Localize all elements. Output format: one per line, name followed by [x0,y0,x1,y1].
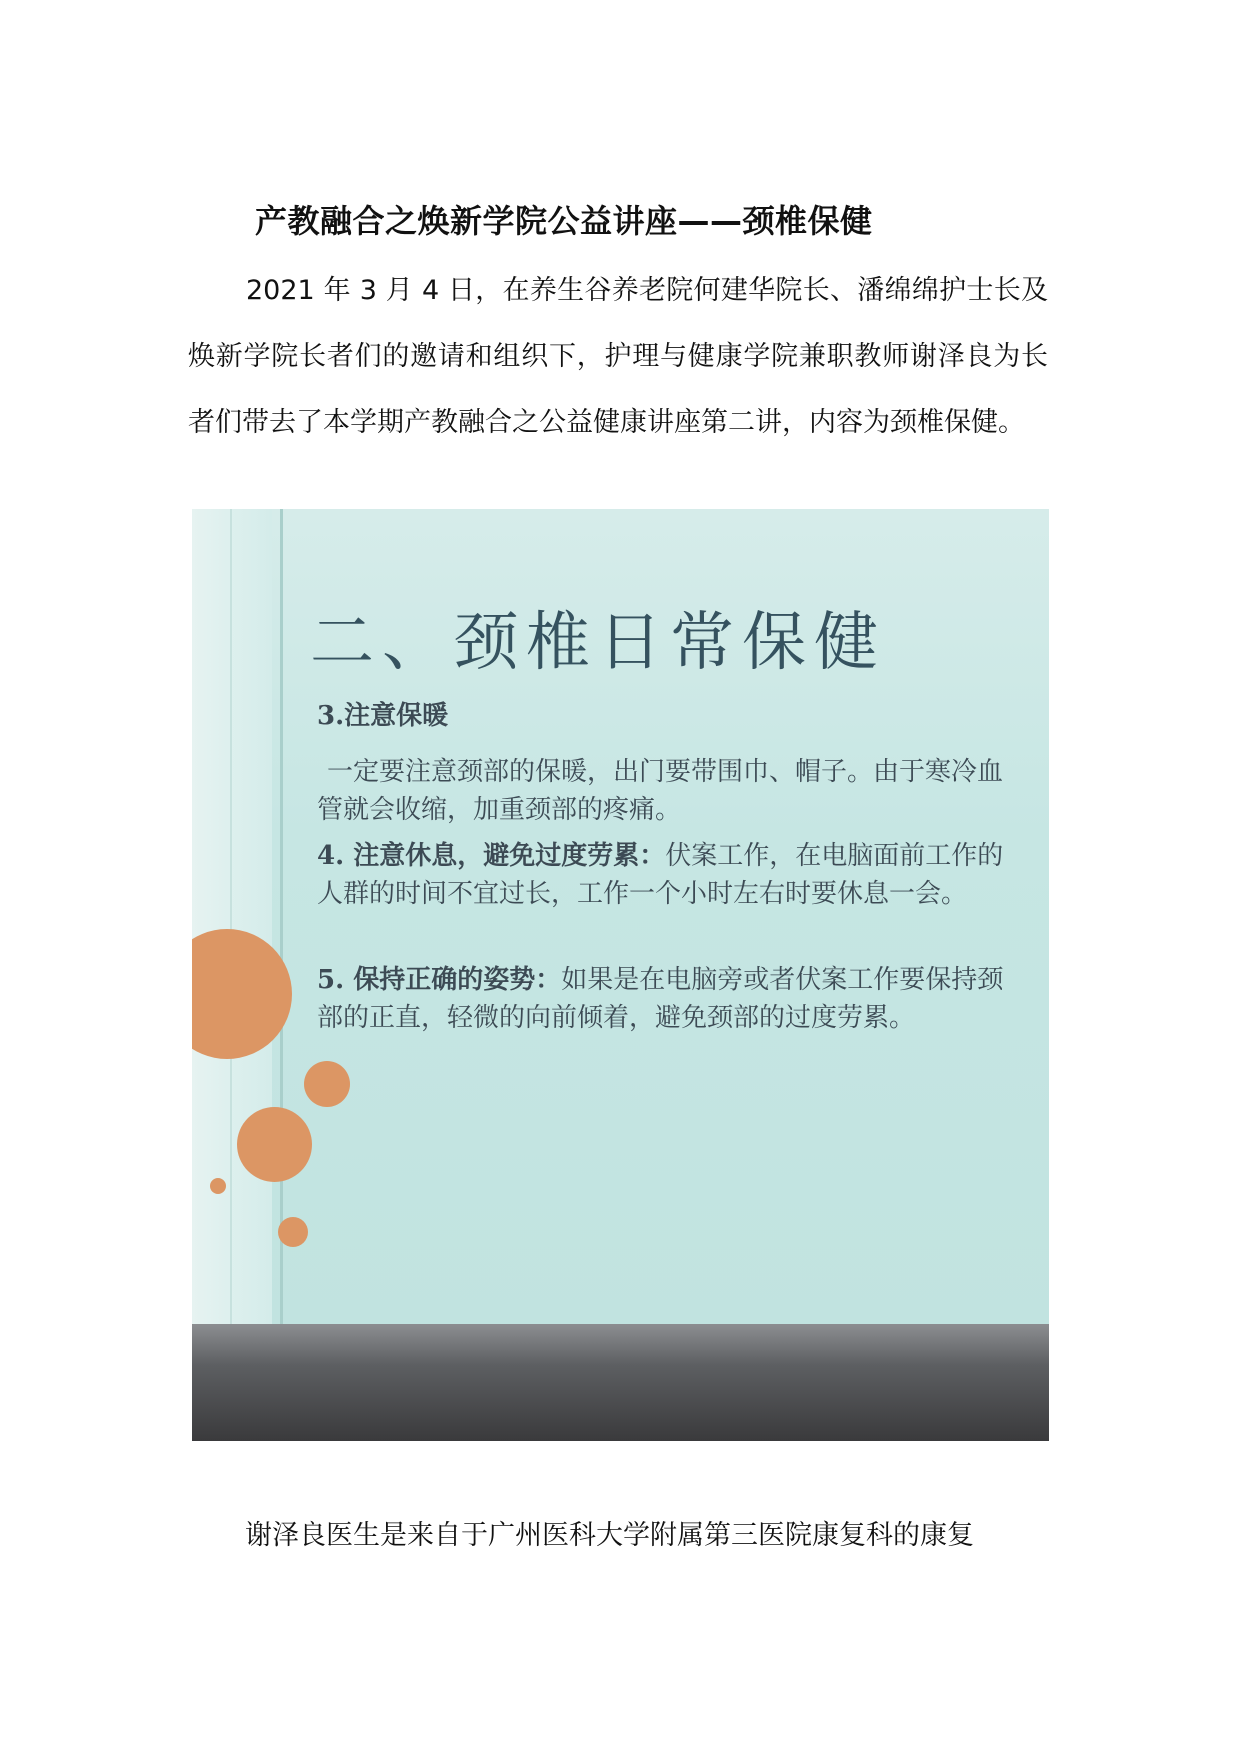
intro-paragraph: 2021 年 3 月 4 日，在养生谷养老院何建华院长、潘绵绵护士长及焕新学院长者们的邀请和组织下，护理与健康学院兼职教师谢泽良为长者们带去了本学期产教融合之公益健康讲座第二讲，内容为颈椎保健。 [188,275,1048,438]
slide-item4 [317,837,1017,913]
slide-item4-body: 伏案工作，在电脑面前工作的人群的时间不宜过长，工作一个小时左右时要休息一会。 [317,841,1004,909]
decorative-circle [210,1178,226,1194]
lecture-photo [192,509,1049,1441]
decorative-circle [278,1217,308,1247]
slide-heading: 二、颈椎日常保健 [310,606,886,680]
slide-item4-label: 4. 注意休息，避免过度劳累： [317,841,666,871]
photo-screen-bottom [192,1324,1049,1441]
closing-paragraph: 谢泽良医生是来自于广州医科大学附属第三医院康复科的康复 [245,1520,974,1551]
decorative-circle [237,1107,312,1182]
slide-divider-line [230,509,232,1324]
document-title: 产教融合之焕新学院公益讲座——颈椎保健 [255,202,873,240]
slide-left-strip [192,509,272,1324]
decorative-circle [192,929,292,1059]
slide-divider-line [280,509,283,1324]
projected-slide [192,509,1049,1324]
slide-item5-label: 5. 保持正确的姿势： [317,965,562,995]
slide-item5-body: 如果是在电脑旁或者伏案工作要保持颈部的正直，轻微的向前倾着，避免颈部的过度劳累。 [317,965,1004,1033]
slide-item5 [317,961,1017,1037]
slide-item3-body: 一定要注意颈部的保暖，出门要带围巾、帽子。由于寒冷血管就会收缩，加重颈部的疼痛。 [317,757,1004,825]
slide-item3-heading: 3.注意保暖 [317,701,449,731]
decorative-circle [304,1061,350,1107]
